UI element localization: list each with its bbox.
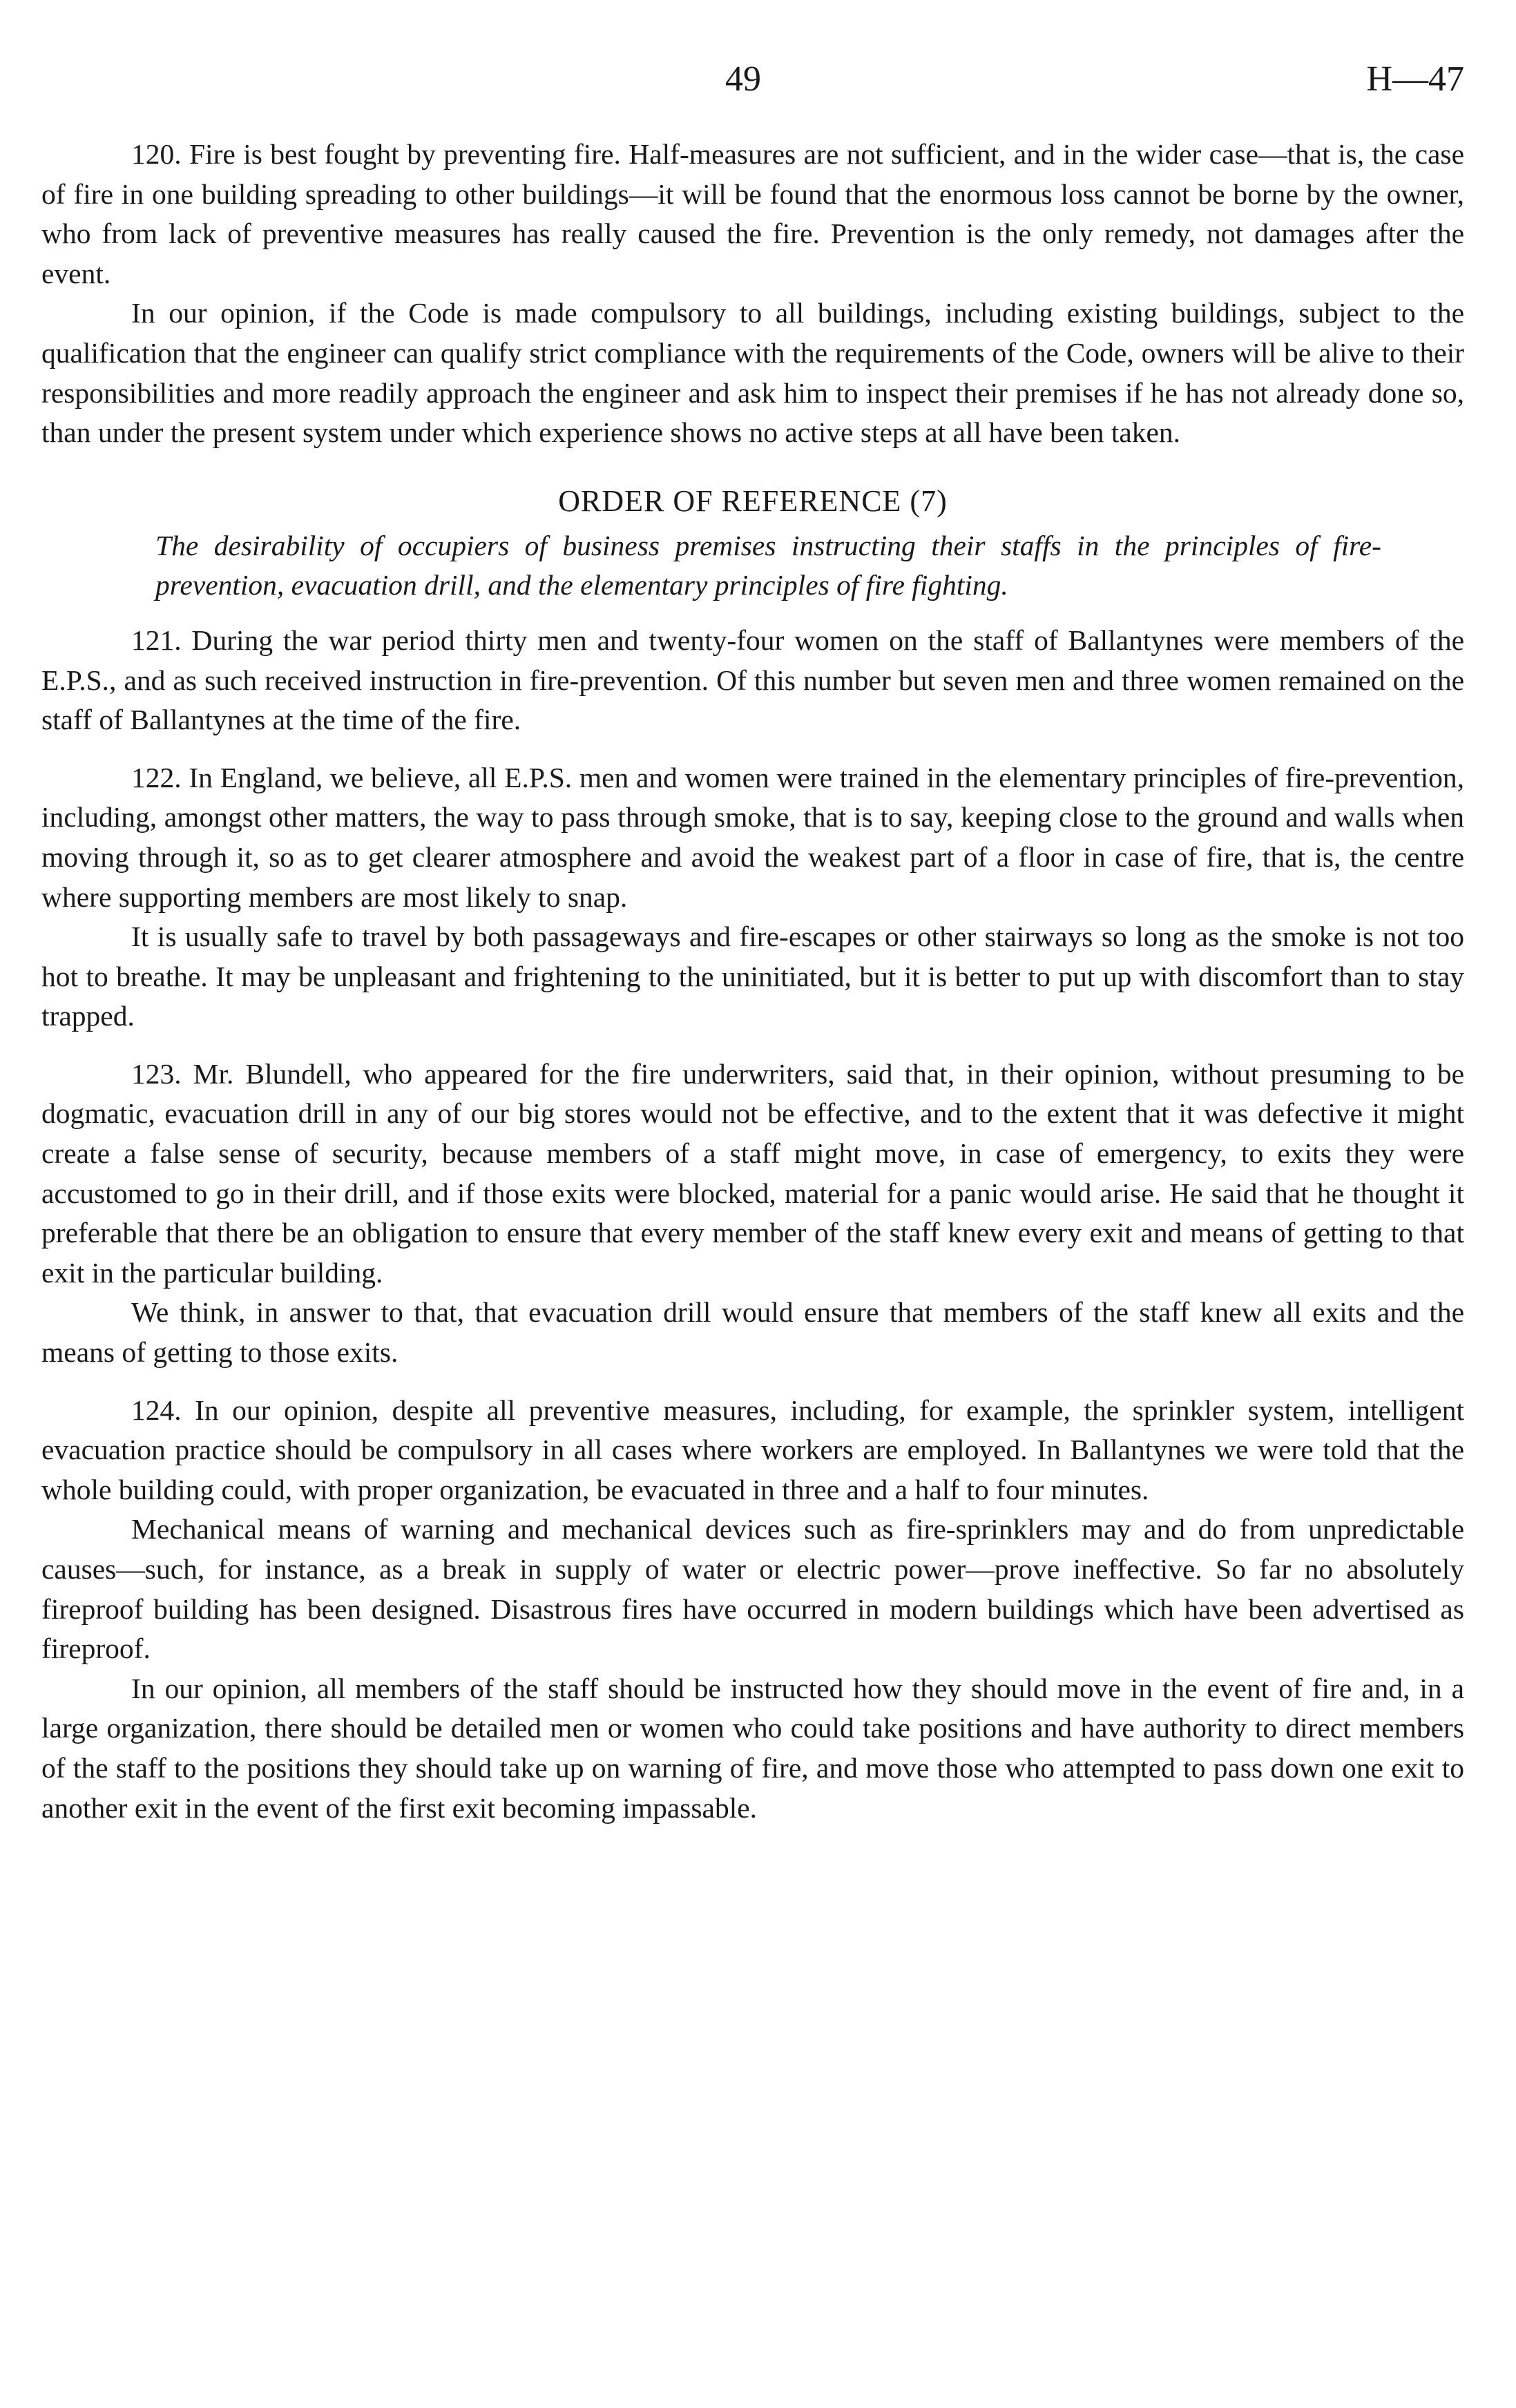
- paragraph-122-cont: It is usually safe to travel by both passageways and fire-escapes or other stairways so long as the smoke is not too hot to breathe. It may be unpleasant and frightening to the uninitiated, but it is better to put up with discomfort than to stay trapped.: [41, 921, 1464, 1032]
- paragraph-123: 123. Mr. Blundell, who appeared for the fire underwriters, said that, in their opinion, without presuming to be dogmatic, evacuation drill in any of our big stores would not be effective, and to the extent that it was defective it might create a false sense of security, because members of a staff might move, in case of emergency, to exits they were accustomed to go in their drill, and if those exits were blocked, material for a panic would arise. He said that he thought it preferable that there be an obligation to ensure that every member of the staff knew every exit and means of getting to that exit in the particular building.: [41, 1057, 1464, 1289]
- page-header: [41, 59, 1464, 135]
- paragraph-120-cont: In our opinion, if the Code is made compulsory to all buildings, including existing buildings, subject to the qualification that the engineer can qualify strict compliance with the requirements of the Code, owners will be alive to their responsibilities and more readily approach the engineer and ask him to inspect their premises if he has not already done so, than under the present system under which experience shows no active steps at all have been taken.: [41, 297, 1464, 449]
- paragraph-121: 121. During the war period thirty men and twenty-four women on the staff of Ballantynes were members of the E.P.S., and as such received instruction in fire-prevention. Of this number but seven men and three women remained on the staff of Ballantynes at the time of the fire.: [41, 624, 1464, 736]
- paragraph-124: 124. In our opinion, despite all preventive measures, including, for example, the sprinkler system, intelligent evacuation practice should be compulsory in all cases where workers are employed. In Ballantynes we were told that the whole building could, with proper organization, be evacuated in three and a half to four minutes.: [41, 1394, 1464, 1505]
- paragraph-124-cont-2: In our opinion, all members of the staff should be instructed how they should move in the event of fire and, in a large organization, there should be detailed men or women who could take positions and have authority to direct members of the staff to the positions they should take up on warning of fire, and move those who attempted to pass down one exit to another exit in the event of the first exit becoming impassable.: [41, 1672, 1464, 1824]
- paragraph-122: 122. In England, we believe, all E.P.S. men and women were trained in the elementary principles of fire-prevention, including, amongst other matters, the way to pass through smoke, that is to say, keeping close to the ground and walls when moving through it, so as to get clearer atmosphere and avoid the weakest part of a floor in case of fire, that is, the centre where supporting members are most likely to snap.: [41, 761, 1464, 913]
- paragraph-123-cont: We think, in answer to that, that evacuation drill would ensure that members of the staff knew all exits and the means of getting to those exits.: [41, 1296, 1464, 1369]
- section-heading: ORDER OF REFERENCE (7): [558, 483, 948, 518]
- paragraph-124-cont-1: Mechanical means of warning and mechanical devices such as fire-sprinklers may and do from unpredictable causes—such, for instance, as a break in supply of water or electric power—prove ineffective. So far no absolutely fireproof building has been designed. Disastrous fires have occurred in modern buildings which have been advertised as fireproof.: [41, 1513, 1464, 1665]
- body-text: [41, 135, 1464, 1828]
- section-subject: The desirability of occupiers of business premises instructing their staffs in the principles of fire-prevention, evacuation drill, and the elementary principles of fire fighting.: [155, 529, 1381, 601]
- document-page: [41, 59, 1464, 1828]
- page-number: 49: [725, 59, 761, 99]
- page-reference: H—47: [1366, 59, 1464, 99]
- paragraph-120: 120. Fire is best fought by preventing fire. Half-measures are not sufficient, and in the wider case—that is, the case of fire in one building spreading to other buildings—it will be found that the enormous loss cannot be borne by the owner, who from lack of preventive measures has really caused the fire. Prevention is the only remedy, not damages after the event.: [41, 138, 1464, 289]
